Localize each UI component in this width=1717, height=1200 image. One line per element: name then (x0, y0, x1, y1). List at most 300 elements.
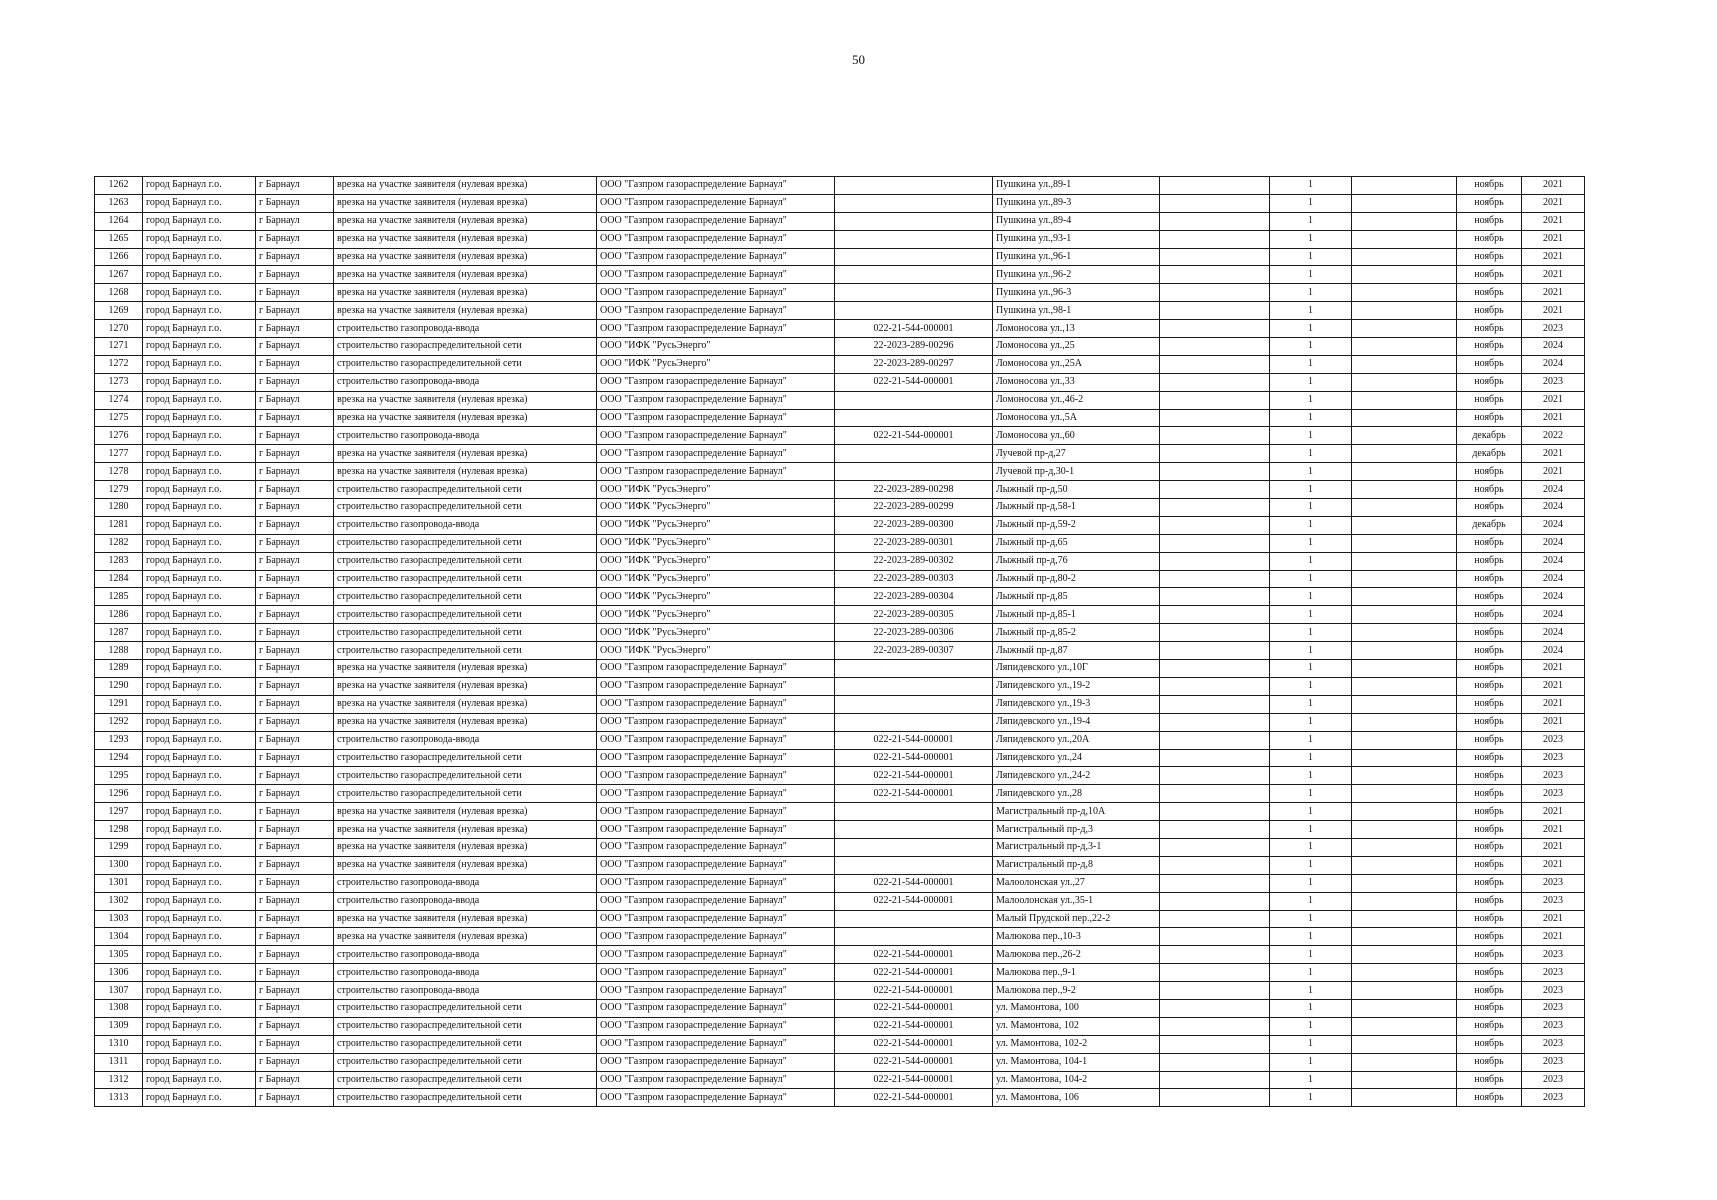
cell-municipality: город Барнаул г.о. (143, 785, 256, 803)
cell-organization: ООО "ИФК "РусьЭнерго" (597, 570, 835, 588)
cell-work-type: строительство газораспределительной сети (334, 552, 597, 570)
cell-quantity: 1 (1270, 248, 1352, 266)
cell-extra-1 (1160, 427, 1270, 445)
cell-extra-2 (1352, 749, 1457, 767)
cell-row-number: 1267 (95, 266, 143, 284)
table-row (95, 427, 1585, 445)
cell-quantity: 1 (1270, 1089, 1352, 1107)
cell-municipality: город Барнаул г.о. (143, 194, 256, 212)
cell-year: 2021 (1522, 194, 1585, 212)
cell-quantity: 1 (1270, 481, 1352, 499)
cell-organization: ООО "Газпром газораспределение Барнаул" (597, 749, 835, 767)
cell-settlement: г Барнаул (256, 642, 334, 660)
cell-work-type: строительство газораспределительной сети (334, 1017, 597, 1035)
cell-row-number: 1294 (95, 749, 143, 767)
cell-organization: ООО "ИФК "РусьЭнерго" (597, 499, 835, 517)
cell-row-number: 1308 (95, 999, 143, 1017)
cell-municipality: город Барнаул г.о. (143, 731, 256, 749)
cell-quantity: 1 (1270, 1053, 1352, 1071)
cell-municipality: город Барнаул г.о. (143, 892, 256, 910)
cell-work-type: врезка на участке заявителя (нулевая врезка) (334, 248, 597, 266)
cell-month: ноябрь (1457, 266, 1522, 284)
cell-organization: ООО "Газпром газораспределение Барнаул" (597, 838, 835, 856)
cell-permit-number: 022-21-544-000001 (835, 946, 993, 964)
cell-municipality: город Барнаул г.о. (143, 481, 256, 499)
cell-address: Ляпидевского ул.,19-4 (993, 713, 1160, 731)
cell-address: ул. Мамонтова, 102-2 (993, 1035, 1160, 1053)
cell-settlement: г Барнаул (256, 499, 334, 517)
table-row (95, 821, 1585, 839)
cell-quantity: 1 (1270, 910, 1352, 928)
cell-extra-1 (1160, 570, 1270, 588)
cell-address: Ляпидевского ул.,28 (993, 785, 1160, 803)
cell-settlement: г Барнаул (256, 910, 334, 928)
table-row (95, 749, 1585, 767)
cell-extra-2 (1352, 373, 1457, 391)
cell-month: ноябрь (1457, 660, 1522, 678)
cell-settlement: г Барнаул (256, 248, 334, 266)
cell-permit-number (835, 838, 993, 856)
cell-work-type: врезка на участке заявителя (нулевая врезка) (334, 194, 597, 212)
cell-month: ноябрь (1457, 481, 1522, 499)
cell-month: ноябрь (1457, 946, 1522, 964)
cell-organization: ООО "ИФК "РусьЭнерго" (597, 624, 835, 642)
cell-permit-number (835, 266, 993, 284)
cell-extra-1 (1160, 499, 1270, 517)
cell-year: 2021 (1522, 695, 1585, 713)
cell-extra-2 (1352, 731, 1457, 749)
cell-permit-number: 22-2023-289-00299 (835, 499, 993, 517)
cell-quantity: 1 (1270, 999, 1352, 1017)
cell-year: 2024 (1522, 642, 1585, 660)
cell-address: Лыжный пр-д,85-2 (993, 624, 1160, 642)
cell-settlement: г Барнаул (256, 338, 334, 356)
cell-month: ноябрь (1457, 803, 1522, 821)
cell-row-number: 1293 (95, 731, 143, 749)
cell-extra-2 (1352, 964, 1457, 982)
cell-extra-2 (1352, 1089, 1457, 1107)
cell-organization: ООО "Газпром газораспределение Барнаул" (597, 391, 835, 409)
cell-permit-number (835, 409, 993, 427)
table-row (95, 892, 1585, 910)
cell-quantity: 1 (1270, 982, 1352, 1000)
cell-permit-number (835, 230, 993, 248)
cell-quantity: 1 (1270, 284, 1352, 302)
cell-permit-number (835, 856, 993, 874)
cell-quantity: 1 (1270, 1035, 1352, 1053)
cell-extra-1 (1160, 534, 1270, 552)
cell-extra-1 (1160, 266, 1270, 284)
cell-permit-number: 022-21-544-000001 (835, 749, 993, 767)
cell-extra-1 (1160, 320, 1270, 338)
cell-municipality: город Барнаул г.о. (143, 964, 256, 982)
cell-permit-number: 022-21-544-000001 (835, 1071, 993, 1089)
cell-permit-number: 022-21-544-000001 (835, 1035, 993, 1053)
cell-address: Магистральный пр-д,10А (993, 803, 1160, 821)
cell-settlement: г Барнаул (256, 570, 334, 588)
table-row (95, 248, 1585, 266)
cell-settlement: г Барнаул (256, 838, 334, 856)
cell-extra-2 (1352, 1071, 1457, 1089)
cell-row-number: 1291 (95, 695, 143, 713)
cell-month: ноябрь (1457, 749, 1522, 767)
cell-row-number: 1304 (95, 928, 143, 946)
cell-quantity: 1 (1270, 606, 1352, 624)
cell-quantity: 1 (1270, 838, 1352, 856)
cell-permit-number: 022-21-544-000001 (835, 427, 993, 445)
cell-quantity: 1 (1270, 749, 1352, 767)
cell-organization: ООО "Газпром газораспределение Барнаул" (597, 910, 835, 928)
cell-work-type: врезка на участке заявителя (нулевая врезка) (334, 302, 597, 320)
cell-work-type: врезка на участке заявителя (нулевая врезка) (334, 445, 597, 463)
cell-address: Пушкина ул.,89-3 (993, 194, 1160, 212)
cell-organization: ООО "Газпром газораспределение Барнаул" (597, 999, 835, 1017)
cell-settlement: г Барнаул (256, 534, 334, 552)
table-row (95, 803, 1585, 821)
table-row (95, 964, 1585, 982)
cell-extra-1 (1160, 409, 1270, 427)
cell-extra-2 (1352, 248, 1457, 266)
cell-extra-1 (1160, 964, 1270, 982)
cell-extra-2 (1352, 1035, 1457, 1053)
cell-extra-1 (1160, 212, 1270, 230)
cell-address: Ломоносова ул.,25 (993, 338, 1160, 356)
cell-extra-1 (1160, 624, 1270, 642)
cell-settlement: г Барнаул (256, 821, 334, 839)
cell-municipality: город Барнаул г.о. (143, 1071, 256, 1089)
cell-month: ноябрь (1457, 302, 1522, 320)
cell-month: ноябрь (1457, 588, 1522, 606)
cell-year: 2023 (1522, 1035, 1585, 1053)
cell-year: 2021 (1522, 266, 1585, 284)
cell-row-number: 1265 (95, 230, 143, 248)
cell-year: 2023 (1522, 982, 1585, 1000)
cell-extra-2 (1352, 445, 1457, 463)
cell-row-number: 1281 (95, 516, 143, 534)
cell-settlement: г Барнаул (256, 427, 334, 445)
cell-extra-1 (1160, 713, 1270, 731)
cell-permit-number: 22-2023-289-00303 (835, 570, 993, 588)
cell-quantity: 1 (1270, 803, 1352, 821)
cell-municipality: город Барнаул г.о. (143, 1053, 256, 1071)
cell-permit-number: 022-21-544-000001 (835, 874, 993, 892)
cell-month: ноябрь (1457, 677, 1522, 695)
cell-municipality: город Барнаул г.о. (143, 248, 256, 266)
cell-year: 2023 (1522, 1089, 1585, 1107)
table-row (95, 982, 1585, 1000)
cell-settlement: г Барнаул (256, 660, 334, 678)
cell-quantity: 1 (1270, 731, 1352, 749)
table-row (95, 1071, 1585, 1089)
cell-year: 2024 (1522, 552, 1585, 570)
table-row (95, 570, 1585, 588)
cell-permit-number: 022-21-544-000001 (835, 373, 993, 391)
cell-organization: ООО "Газпром газораспределение Барнаул" (597, 767, 835, 785)
cell-extra-1 (1160, 1053, 1270, 1071)
cell-quantity: 1 (1270, 177, 1352, 195)
cell-year: 2021 (1522, 177, 1585, 195)
cell-row-number: 1300 (95, 856, 143, 874)
cell-settlement: г Барнаул (256, 946, 334, 964)
cell-month: ноябрь (1457, 982, 1522, 1000)
cell-month: ноябрь (1457, 1053, 1522, 1071)
cell-month: ноябрь (1457, 194, 1522, 212)
cell-row-number: 1278 (95, 463, 143, 481)
cell-work-type: врезка на участке заявителя (нулевая врезка) (334, 212, 597, 230)
cell-year: 2021 (1522, 230, 1585, 248)
cell-address: Лыжный пр-д,80-2 (993, 570, 1160, 588)
cell-row-number: 1282 (95, 534, 143, 552)
cell-extra-2 (1352, 1017, 1457, 1035)
cell-row-number: 1313 (95, 1089, 143, 1107)
cell-extra-1 (1160, 731, 1270, 749)
cell-municipality: город Барнаул г.о. (143, 463, 256, 481)
cell-row-number: 1279 (95, 481, 143, 499)
cell-settlement: г Барнаул (256, 1089, 334, 1107)
cell-extra-2 (1352, 642, 1457, 660)
cell-extra-1 (1160, 642, 1270, 660)
cell-permit-number (835, 391, 993, 409)
cell-organization: ООО "Газпром газораспределение Барнаул" (597, 695, 835, 713)
cell-settlement: г Барнаул (256, 1035, 334, 1053)
cell-work-type: врезка на участке заявителя (нулевая врезка) (334, 821, 597, 839)
cell-month: ноябрь (1457, 391, 1522, 409)
cell-year: 2021 (1522, 677, 1585, 695)
cell-municipality: город Барнаул г.о. (143, 856, 256, 874)
cell-settlement: г Барнаул (256, 713, 334, 731)
table-row (95, 999, 1585, 1017)
cell-permit-number: 022-21-544-000001 (835, 1089, 993, 1107)
cell-settlement: г Барнаул (256, 785, 334, 803)
cell-address: Пушкина ул.,96-1 (993, 248, 1160, 266)
cell-extra-2 (1352, 391, 1457, 409)
cell-quantity: 1 (1270, 499, 1352, 517)
cell-year: 2023 (1522, 749, 1585, 767)
cell-year: 2023 (1522, 767, 1585, 785)
cell-municipality: город Барнаул г.о. (143, 338, 256, 356)
cell-permit-number: 22-2023-289-00305 (835, 606, 993, 624)
cell-quantity: 1 (1270, 338, 1352, 356)
cell-municipality: город Барнаул г.о. (143, 749, 256, 767)
cell-row-number: 1280 (95, 499, 143, 517)
cell-permit-number (835, 821, 993, 839)
cell-quantity: 1 (1270, 767, 1352, 785)
cell-extra-1 (1160, 874, 1270, 892)
cell-settlement: г Барнаул (256, 355, 334, 373)
cell-row-number: 1269 (95, 302, 143, 320)
cell-year: 2023 (1522, 892, 1585, 910)
cell-month: декабрь (1457, 445, 1522, 463)
cell-month: ноябрь (1457, 1089, 1522, 1107)
cell-year: 2023 (1522, 785, 1585, 803)
cell-work-type: врезка на участке заявителя (нулевая врезка) (334, 838, 597, 856)
cell-month: ноябрь (1457, 499, 1522, 517)
table-row (95, 355, 1585, 373)
cell-address: Пушкина ул.,89-4 (993, 212, 1160, 230)
cell-extra-1 (1160, 821, 1270, 839)
cell-year: 2021 (1522, 821, 1585, 839)
cell-permit-number (835, 910, 993, 928)
table-row (95, 767, 1585, 785)
cell-permit-number (835, 284, 993, 302)
cell-work-type: врезка на участке заявителя (нулевая врезка) (334, 713, 597, 731)
table-row (95, 338, 1585, 356)
cell-work-type: строительство газопровода-ввода (334, 731, 597, 749)
cell-settlement: г Барнаул (256, 928, 334, 946)
cell-municipality: город Барнаул г.о. (143, 928, 256, 946)
cell-work-type: врезка на участке заявителя (нулевая врезка) (334, 230, 597, 248)
cell-organization: ООО "Газпром газораспределение Барнаул" (597, 1089, 835, 1107)
cell-extra-2 (1352, 588, 1457, 606)
cell-work-type: строительство газораспределительной сети (334, 999, 597, 1017)
cell-organization: ООО "Газпром газораспределение Барнаул" (597, 660, 835, 678)
cell-quantity: 1 (1270, 355, 1352, 373)
cell-address: Малый Прудской пер.,22-2 (993, 910, 1160, 928)
cell-quantity: 1 (1270, 821, 1352, 839)
cell-month: ноябрь (1457, 338, 1522, 356)
cell-municipality: город Барнаул г.о. (143, 534, 256, 552)
cell-address: Лыжный пр-д,85 (993, 588, 1160, 606)
cell-settlement: г Барнаул (256, 892, 334, 910)
cell-organization: ООО "Газпром газораспределение Барнаул" (597, 982, 835, 1000)
table-row (95, 194, 1585, 212)
cell-extra-1 (1160, 910, 1270, 928)
cell-year: 2024 (1522, 624, 1585, 642)
cell-month: ноябрь (1457, 606, 1522, 624)
cell-row-number: 1298 (95, 821, 143, 839)
cell-organization: ООО "Газпром газораспределение Барнаул" (597, 284, 835, 302)
cell-year: 2024 (1522, 606, 1585, 624)
cell-address: Лыжный пр-д,50 (993, 481, 1160, 499)
cell-row-number: 1301 (95, 874, 143, 892)
table-body (95, 177, 1585, 1107)
table-row (95, 677, 1585, 695)
cell-extra-2 (1352, 624, 1457, 642)
cell-row-number: 1302 (95, 892, 143, 910)
cell-extra-2 (1352, 910, 1457, 928)
cell-extra-1 (1160, 695, 1270, 713)
cell-settlement: г Барнаул (256, 177, 334, 195)
cell-month: ноябрь (1457, 928, 1522, 946)
table-row (95, 606, 1585, 624)
cell-year: 2024 (1522, 355, 1585, 373)
cell-municipality: город Барнаул г.о. (143, 284, 256, 302)
cell-municipality: город Барнаул г.о. (143, 445, 256, 463)
cell-organization: ООО "ИФК "РусьЭнерго" (597, 588, 835, 606)
cell-municipality: город Барнаул г.о. (143, 391, 256, 409)
cell-organization: ООО "Газпром газораспределение Барнаул" (597, 177, 835, 195)
cell-extra-2 (1352, 463, 1457, 481)
cell-extra-2 (1352, 1053, 1457, 1071)
cell-quantity: 1 (1270, 409, 1352, 427)
cell-year: 2021 (1522, 391, 1585, 409)
cell-row-number: 1263 (95, 194, 143, 212)
cell-row-number: 1273 (95, 373, 143, 391)
cell-municipality: город Барнаул г.о. (143, 606, 256, 624)
cell-extra-1 (1160, 481, 1270, 499)
table-row (95, 499, 1585, 517)
cell-extra-1 (1160, 1071, 1270, 1089)
cell-settlement: г Барнаул (256, 1053, 334, 1071)
cell-municipality: город Барнаул г.о. (143, 302, 256, 320)
cell-municipality: город Барнаул г.о. (143, 695, 256, 713)
table-row (95, 785, 1585, 803)
cell-year: 2021 (1522, 409, 1585, 427)
cell-row-number: 1299 (95, 838, 143, 856)
cell-municipality: город Барнаул г.о. (143, 660, 256, 678)
table-row (95, 1053, 1585, 1071)
cell-year: 2024 (1522, 338, 1585, 356)
cell-organization: ООО "Газпром газораспределение Барнаул" (597, 427, 835, 445)
cell-settlement: г Барнаул (256, 391, 334, 409)
cell-quantity: 1 (1270, 713, 1352, 731)
cell-organization: ООО "Газпром газораспределение Барнаул" (597, 230, 835, 248)
cell-settlement: г Барнаул (256, 731, 334, 749)
cell-quantity: 1 (1270, 570, 1352, 588)
cell-address: Ломоносова ул.,46-2 (993, 391, 1160, 409)
cell-permit-number (835, 803, 993, 821)
cell-organization: ООО "ИФК "РусьЭнерго" (597, 516, 835, 534)
cell-extra-1 (1160, 838, 1270, 856)
table-row (95, 642, 1585, 660)
cell-year: 2023 (1522, 373, 1585, 391)
cell-organization: ООО "Газпром газораспределение Барнаул" (597, 1053, 835, 1071)
cell-address: Ляпидевского ул.,20А (993, 731, 1160, 749)
table-row (95, 660, 1585, 678)
cell-extra-1 (1160, 552, 1270, 570)
cell-month: ноябрь (1457, 713, 1522, 731)
cell-organization: ООО "Газпром газораспределение Барнаул" (597, 928, 835, 946)
cell-work-type: строительство газораспределительной сети (334, 534, 597, 552)
cell-organization: ООО "Газпром газораспределение Барнаул" (597, 1035, 835, 1053)
cell-address: ул. Мамонтова, 102 (993, 1017, 1160, 1035)
cell-settlement: г Барнаул (256, 445, 334, 463)
cell-row-number: 1295 (95, 767, 143, 785)
cell-extra-1 (1160, 177, 1270, 195)
cell-municipality: город Барнаул г.о. (143, 1035, 256, 1053)
cell-quantity: 1 (1270, 856, 1352, 874)
cell-extra-2 (1352, 892, 1457, 910)
cell-extra-2 (1352, 499, 1457, 517)
cell-year: 2021 (1522, 302, 1585, 320)
cell-work-type: врезка на участке заявителя (нулевая врезка) (334, 660, 597, 678)
cell-extra-2 (1352, 695, 1457, 713)
cell-settlement: г Барнаул (256, 624, 334, 642)
cell-quantity: 1 (1270, 534, 1352, 552)
cell-address: Лучевой пр-д,30-1 (993, 463, 1160, 481)
cell-month: ноябрь (1457, 838, 1522, 856)
table-row (95, 284, 1585, 302)
cell-organization: ООО "Газпром газораспределение Барнаул" (597, 463, 835, 481)
cell-permit-number: 022-21-544-000001 (835, 1053, 993, 1071)
cell-month: ноябрь (1457, 284, 1522, 302)
cell-organization: ООО "Газпром газораспределение Барнаул" (597, 713, 835, 731)
cell-address: Магистральный пр-д,3-1 (993, 838, 1160, 856)
cell-quantity: 1 (1270, 302, 1352, 320)
cell-work-type: строительство газопровода-ввода (334, 874, 597, 892)
cell-work-type: врезка на участке заявителя (нулевая врезка) (334, 409, 597, 427)
cell-row-number: 1305 (95, 946, 143, 964)
table-row (95, 516, 1585, 534)
cell-municipality: город Барнаул г.о. (143, 212, 256, 230)
cell-organization: ООО "Газпром газораспределение Барнаул" (597, 677, 835, 695)
cell-quantity: 1 (1270, 230, 1352, 248)
cell-work-type: строительство газопровода-ввода (334, 427, 597, 445)
cell-extra-1 (1160, 284, 1270, 302)
cell-settlement: г Барнаул (256, 695, 334, 713)
cell-municipality: город Барнаул г.о. (143, 499, 256, 517)
cell-year: 2021 (1522, 463, 1585, 481)
